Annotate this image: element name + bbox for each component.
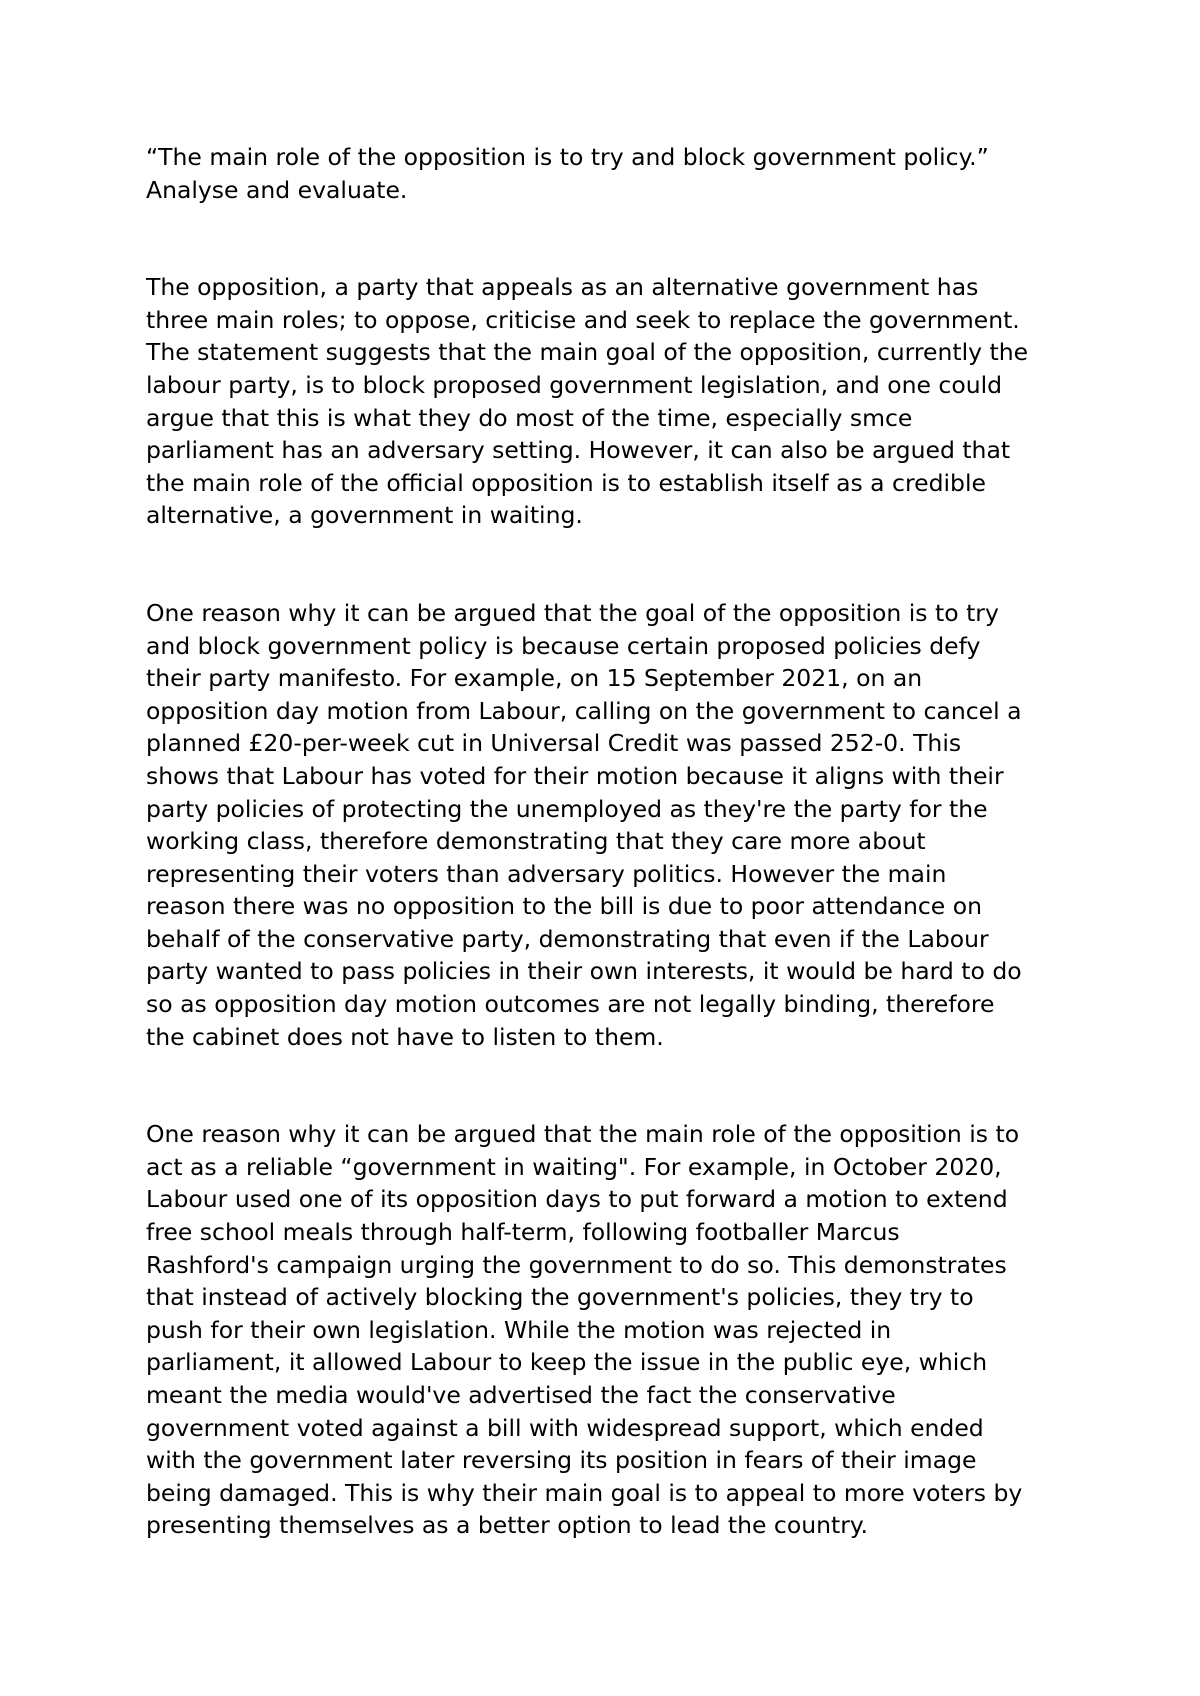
text-line: with the government later reversing its position in fears of their image <box>146 1446 977 1475</box>
text-line: shows that Labour has voted for their motion because it aligns with their <box>146 761 1004 790</box>
question-instruction: Analyse and evaluate. <box>146 175 408 204</box>
text-line: the cabinet does not have to listen to them. <box>146 1022 664 1051</box>
text-line: The opposition, a party that appeals as an alternative government has <box>146 273 979 302</box>
text-line: working class, therefore demonstrating that they care more about <box>146 827 926 856</box>
text-line: push for their own legislation. While the motion was rejected in <box>146 1315 892 1344</box>
text-line: Rashford's campaign urging the government to do so. This demonstrates <box>146 1250 1007 1279</box>
essay-question <box>146 141 1076 206</box>
paragraph-argument-block-policy <box>146 597 1076 1053</box>
question-line: “The main role of the opposition is to try and block government policy.” <box>146 143 989 171</box>
text-line: The statement suggests that the main goal of the opposition, currently the <box>146 338 1029 367</box>
text-line: their party manifesto. For example, on 15 September 2021, on an <box>146 664 923 693</box>
text-line: reason there was no opposition to the bill is due to poor attendance on <box>146 892 982 921</box>
text-line: Labour used one of its opposition days to put forward a motion to extend <box>146 1185 1008 1214</box>
text-line: alternative, a government in waiting. <box>146 501 583 530</box>
text-line: being damaged. This is why their main goal is to appeal to more voters by <box>146 1478 1023 1507</box>
text-line: party policies of protecting the unemployed as they're the party for the <box>146 794 988 823</box>
text-line: behalf of the conservative party, demonstrating that even if the Labour <box>146 924 989 953</box>
text-line: the main role of the official opposition is to establish itself as a credible <box>146 468 986 497</box>
text-line: argue that this is what they do most of the time, especially smce <box>146 403 913 432</box>
text-line: party wanted to pass policies in their own interests, it would be hard to do <box>146 957 1022 986</box>
text-line: so as opposition day motion outcomes are not legally binding, therefore <box>146 990 995 1019</box>
paragraph-argument-government-in-waiting <box>146 1118 1076 1542</box>
paragraph-introduction <box>146 271 1076 532</box>
text-line: act as a reliable “government in waiting". For example, in October 2020, <box>146 1152 1002 1181</box>
text-line: government voted against a bill with widespread support, which ended <box>146 1413 984 1442</box>
text-line: representing their voters than adversary politics. However the main <box>146 859 947 888</box>
text-line: meant the media would've advertised the fact the conservative <box>146 1381 896 1409</box>
text-line: presenting themselves as a better option to lead the country. <box>146 1511 868 1540</box>
text-line: opposition day motion from Labour, calling on the government to cancel a <box>146 696 1022 725</box>
text-line: free school meals through half-term, following footballer Marcus <box>146 1218 900 1247</box>
text-line: One reason why it can be argued that the main role of the opposition is to <box>146 1120 1020 1149</box>
paragraph-gap <box>146 532 1076 597</box>
paragraph-gap <box>146 206 1076 271</box>
text-line: parliament, it allowed Labour to keep the issue in the public eye, which <box>146 1348 988 1377</box>
text-line: labour party, is to block proposed government legislation, and one could <box>146 370 1003 399</box>
paragraph-gap <box>146 1053 1076 1118</box>
text-line: planned £20-per-week cut in Universal Credit was passed 252-0. This <box>146 729 962 758</box>
text-line: three main roles; to oppose, criticise and seek to replace the government. <box>146 305 1020 334</box>
text-line: One reason why it can be argued that the goal of the opposition is to try <box>146 598 999 627</box>
text-line: parliament has an adversary setting. However, it can also be argued that <box>146 436 1011 465</box>
text-line: that instead of actively blocking the government's policies, they try to <box>146 1283 974 1312</box>
document-body <box>146 141 1076 1542</box>
text-line: and block government policy is because certain proposed policies defy <box>146 631 981 660</box>
